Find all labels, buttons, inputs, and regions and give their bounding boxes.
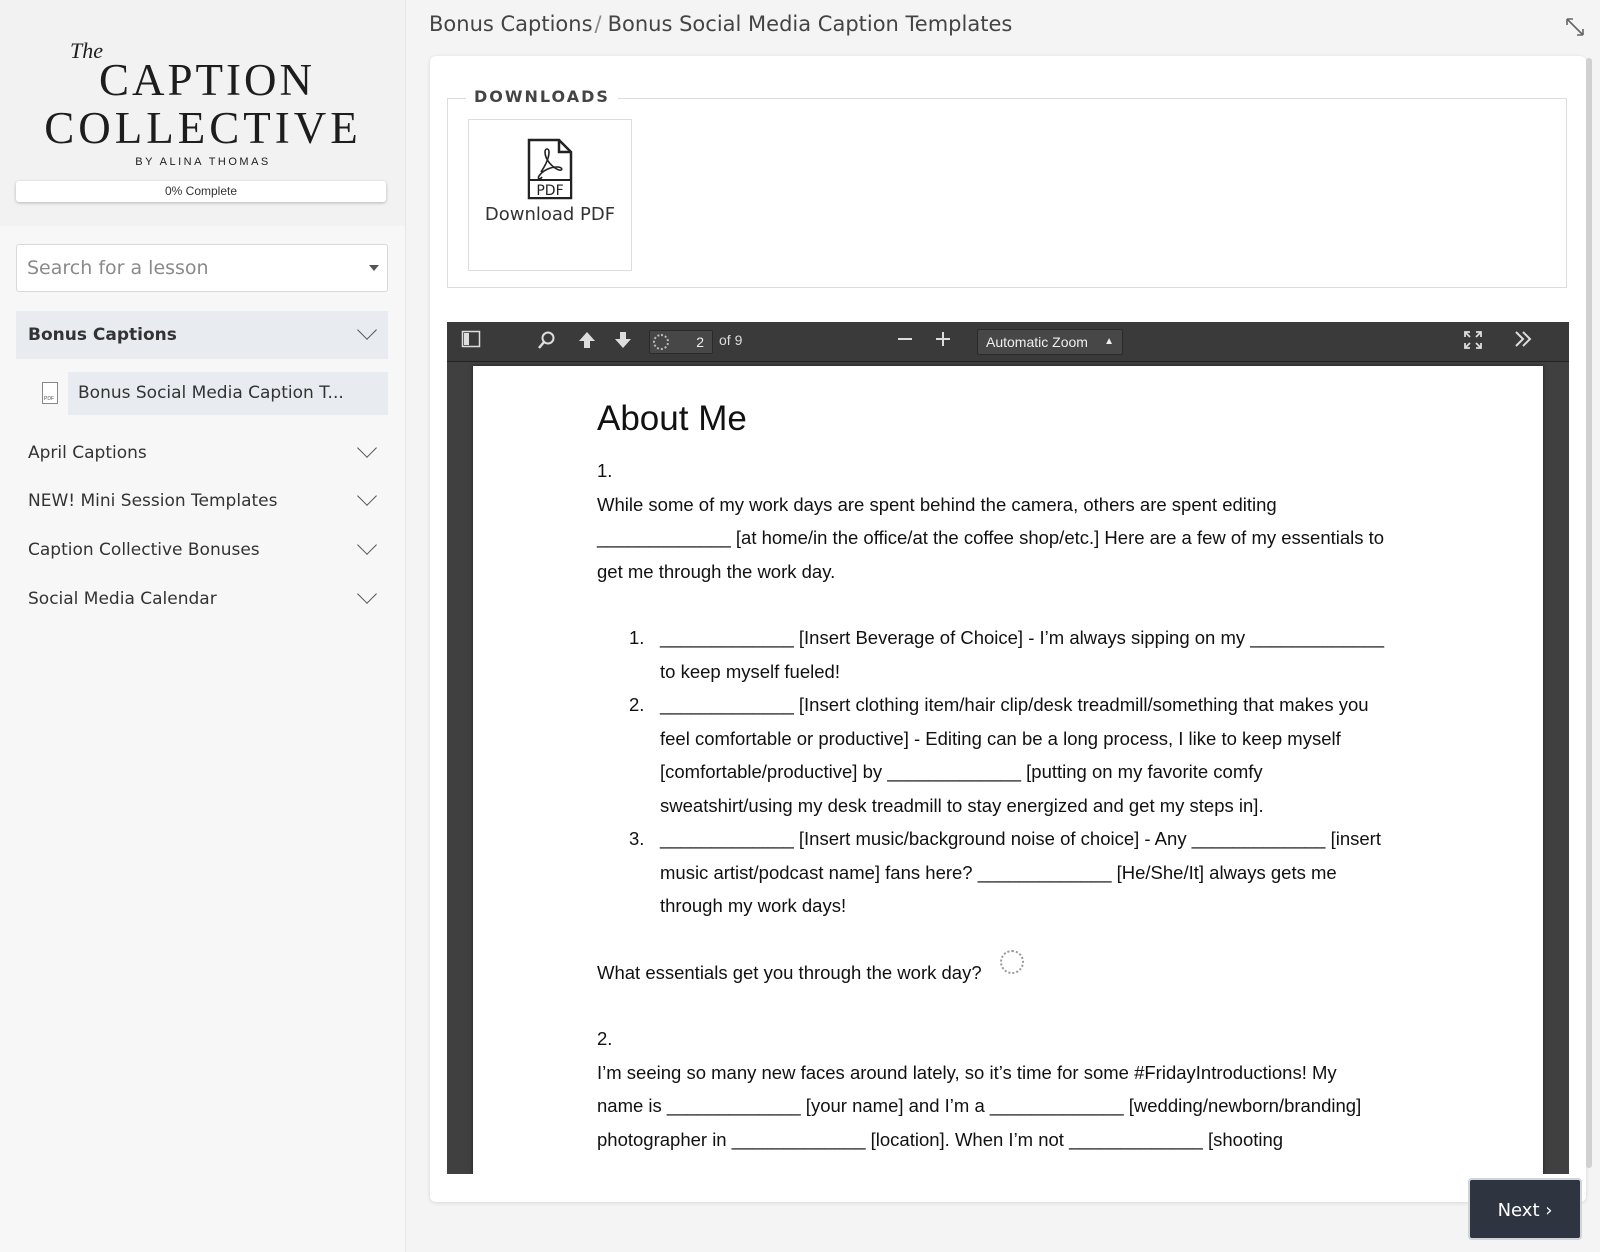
item-number: 1. [597,460,613,481]
pdf-icon-text: PDF [536,183,564,199]
pdf-file-icon [527,138,573,200]
downloads-heading: DOWNLOADS [466,87,618,106]
breadcrumb-separator: / [594,12,602,36]
list-item [597,822,1417,923]
pdf-page [473,366,1543,1174]
downloads-panel [447,87,1567,288]
pdf-viewer [447,322,1569,1174]
document-line: get me through the work day. [597,560,836,582]
list-item [597,688,1417,822]
document-line: While some of my work days are spent behind the camera, others are spent editing [597,493,1277,515]
logo-the: The [70,38,103,63]
page-number-input[interactable]: 2 [649,330,713,354]
chevron-down-icon[interactable] [357,535,377,555]
chevron-down-icon[interactable] [357,486,377,506]
document-line: name is _____________ [your name] and I’m a _____________ [wedding/newborn/branding] [597,1095,1362,1116]
breadcrumb-current: Bonus Social Media Caption Templates [607,12,1013,36]
expand-icon[interactable] [1564,16,1586,38]
page-scrollbar[interactable] [1586,58,1592,1168]
sidebar-section-mini-session[interactable] [16,477,388,525]
lesson-search[interactable] [16,244,388,292]
chevron-down-icon[interactable] [357,320,377,340]
chevron-down-icon[interactable] [357,584,377,604]
section-label: Caption Collective Bonuses [28,540,260,560]
fullscreen-icon[interactable] [1461,330,1485,354]
list-number: 2. [629,694,645,715]
breadcrumb-parent[interactable]: Bonus Captions [429,12,593,36]
chevron-down-icon[interactable] [369,265,379,271]
document-line: [comfortable/productive] by _____________ [putting on my favorite comfy [660,761,1263,782]
pdf-text [597,394,1417,1156]
document-line: feel comfortable or productive] - Editing can be a long process, I like to keep myself [660,727,1341,749]
document-question: What essentials get you through the work day? [597,961,982,983]
lesson-label[interactable]: Bonus Social Media Caption T... [68,372,388,415]
document-line: I’m seeing so many new faces around lately, so it’s time for some #FridayIntroductions! My [597,1061,1337,1083]
search-icon[interactable] [535,330,559,354]
sidebar-section-april-captions[interactable] [16,429,388,477]
document-line: through my work days! [660,895,847,916]
section-label: NEW! Mini Session Templates [28,491,278,511]
double-chevron-right-icon[interactable] [1511,330,1535,354]
lesson-content-card [430,56,1586,1202]
zoom-value: Automatic Zoom [986,334,1088,350]
zoom-out-icon[interactable] [893,330,917,354]
arrow-up-icon[interactable] [575,330,599,354]
document-line: to keep myself fueled! [660,660,840,682]
download-pdf-label: Download PDF [484,204,616,225]
list-number: 1. [629,627,645,648]
item-number: 2. [597,1028,613,1049]
pdf-file-icon [42,382,58,404]
document-line: _____________ [Insert Beverage of Choice] - I’m always sipping on my _____________ [660,627,1385,648]
document-line: _____________ [Insert clothing item/hair clip/desk treadmill/something that makes you [660,694,1369,715]
logo-line1: CAPTION [98,55,315,105]
document-line: photographer in _____________ [location]. When I’m not _____________ [shooting [597,1128,1284,1150]
select-arrows-icon: ▲ [1104,336,1114,347]
logo-line2: COLLECTIVE [44,103,362,153]
sidebar-section-bonus-captions[interactable] [16,311,388,359]
document-heading: About Me [597,399,747,438]
arrow-down-icon[interactable] [611,330,635,354]
document-line: sweatshirt/using my desk treadmill to stay energized and get my steps in]. [660,794,1264,816]
logo-byline: BY ALINA THOMAS [135,156,271,168]
document-line: music artist/podcast name] fans here? _____________ [He/She/It] always gets me [660,861,1337,883]
download-pdf-button[interactable] [468,119,632,271]
document-line: _____________ [at home/in the office/at the coffee shop/etc.] Here are a few of my essentials to [597,527,1385,548]
chevron-down-icon[interactable] [357,438,377,458]
section-label: Bonus Captions [28,325,177,345]
list-number: 3. [629,828,645,849]
essentials-list [597,621,1417,923]
document-line: _____________ [Insert music/background noise of choice] - Any _____________ [insert [660,828,1381,849]
page-count: of 9 [719,332,743,348]
search-input[interactable] [17,245,337,291]
brand-header [0,0,405,226]
sidebar-section-collective-bonuses[interactable] [16,526,388,574]
next-button[interactable]: Next › [1468,1178,1582,1240]
pdf-toolbar [447,322,1569,362]
breadcrumb [429,12,1012,36]
section-label: Social Media Calendar [28,589,217,609]
sidebar-lesson-bonus-social-media[interactable] [38,372,388,415]
list-item [597,621,1417,688]
loading-spinner-icon [1000,950,1024,974]
course-progress-bar: 0% Complete [16,181,386,202]
sidebar-section-social-calendar[interactable] [16,575,388,623]
zoom-select[interactable] [977,329,1123,355]
sidebar [0,0,406,1252]
zoom-in-icon[interactable] [931,330,955,354]
caption-collective-logo [0,34,406,168]
sidebar-toggle-icon[interactable] [459,330,483,354]
section-label: April Captions [28,443,147,463]
loading-spinner-icon [653,334,669,350]
